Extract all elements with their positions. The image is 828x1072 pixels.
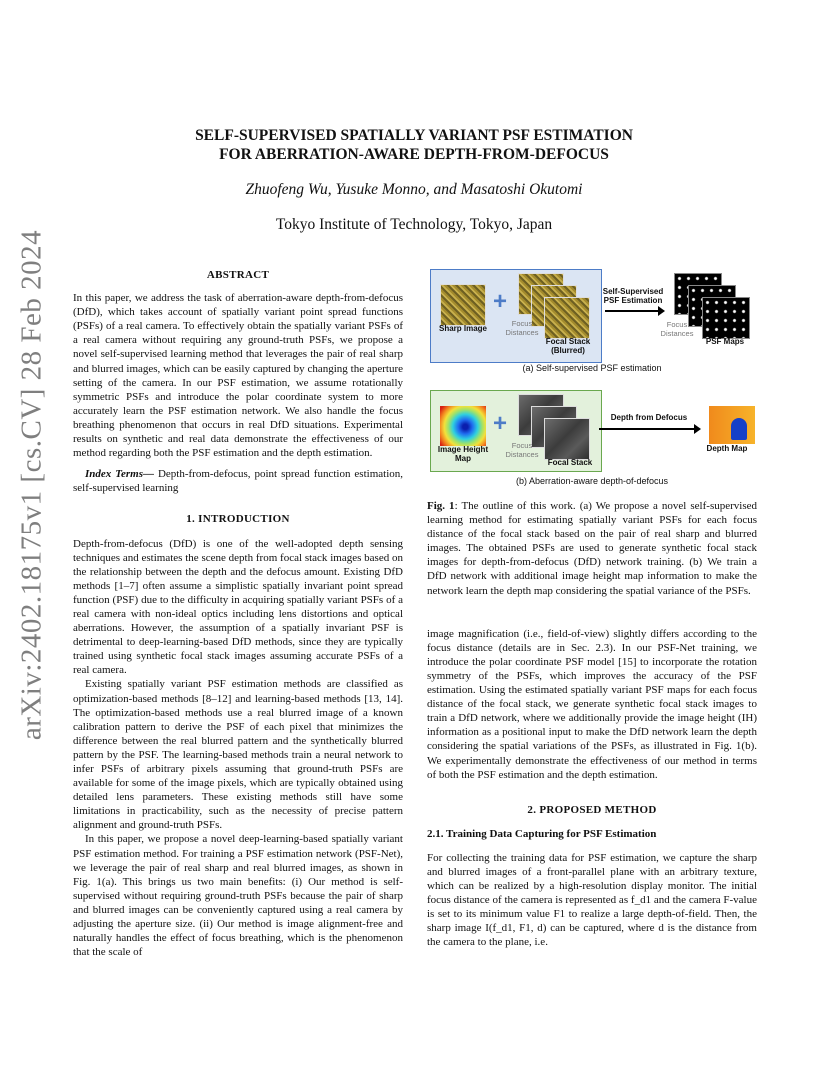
sharp-image-label: Sharp Image (438, 324, 487, 333)
plus-icon-b: + (493, 410, 508, 437)
section1-heading: 1. INTRODUCTION (186, 513, 290, 526)
left-column (73, 268, 403, 959)
figure-1-caption-text: : The outline of this work. (a) We propose a novel self-supervised learning method for estimating spatially variant PSFs for each focus distance of the focal stack based on the pair of real sharp and blurred images. The obtained PSFs are used to generate synthetic focal stack images for depth-from-defocus (DfD) network training. (b) We train a DfD network with additional image height map information to make the network learn the depth map considering the spatial variance of the PSFs. (427, 500, 757, 597)
focus-distances-label-a: Focus Distances (505, 319, 539, 337)
sharp-image (440, 284, 486, 326)
subsection-2-1-heading: 2.1. Training Data Capturing for PSF Estimation (427, 827, 657, 840)
image-height-map (440, 406, 486, 446)
depth-map-label: Depth Map (706, 444, 748, 453)
depth-map (709, 406, 755, 444)
focus-distances-label-a2: Focus Distances (660, 320, 694, 338)
dfd-label: Depth from Defocus (610, 413, 688, 422)
psf-estimation-label: Self-Supervised PSF Estimation (602, 287, 664, 305)
index-terms-text: Depth-from-defocus, point spread function estimation, self-supervised learning (73, 468, 403, 495)
plus-icon-a: + (493, 288, 508, 315)
psf-estimation-arrow (605, 310, 661, 312)
focal-stack-b-layer-3 (544, 418, 590, 460)
subcaption-a: (a) Self-supervised PSF estimation (522, 363, 662, 373)
figure-1-caption (427, 499, 757, 598)
right-paragraph-1: image magnification (i.e., field-of-view) slightly differs according to the focus distance (details are in Sec. 2.3). In our PSF-Net training, we introduce the polar coordinate PSF model [15] to incorporate the rotation symmetry of the PSFs, which improves the accuracy of the PSF estimation. Using the estimated spatially variant PSF maps for each focus distance of the focal stack, we generate synthetic focal stack images to train a DfD network, where we additionally provide the image height (IH) information as a positional input to make the DfD network learn the depth considering the spatial variations of the PSFs, as illustrated in Fig. 1(b). We experimentally demonstrate the effectiveness of our method in terms of both the PSF estimation and the depth estimation. (427, 627, 757, 781)
focus-distances-label-b: Focus Distances (505, 441, 539, 459)
dfd-arrow (599, 428, 697, 430)
focal-stack-layer-3 (544, 297, 590, 339)
figure-1 (427, 266, 757, 496)
intro-paragraph-3: In this paper, we propose a novel deep-learning-based spatially variant PSF estimation method. For training a PSF estimation network (PSF-Net), we leverage the pair of real sharp and real blurred images, as shown in Fig. 1(a). This brings us two main benefits: (i) Our method is self-supervised without requiring ground-truth PSFs because the pair of sharp and blurred images can be conveniently captured using a real camera by adjusting the aperture size. (ii) Our method is image alignment-free and naturally handles the effect of focus breathing, which is the phenomenon that the scale of (73, 833, 403, 959)
title-line-1: SELF-SUPERVISED SPATIALLY VARIANT PSF ESTIMATION (195, 127, 633, 144)
focal-stack-blurred-label: Focal Stack (Blurred) (545, 337, 591, 355)
figure-1-caption-label: Fig. 1 (427, 500, 455, 512)
psf-maps-label: PSF Maps (705, 337, 745, 346)
intro-paragraph-2: Existing spatially variant PSF estimation methods are classified as optimization-based methods [8–12] and learning-based methods [13, 14]. The optimization-based methods use a real blurred image of a known calibration pattern to derive the PSF of each pixel that minimizes the difference between the real blurred pattern and the synthetically blurred pattern by the PSF. The learning-based methods train a neural network to infer PSFs of arbitrary pixels assuming that ground-truth PSFs are available for some of the image pixels, which are typically obtained using detailed lens parameters. These existing methods still have some limitations in practicability, such as the necessity of precise pattern alignment and ground-truth PSFs. (73, 678, 403, 832)
abstract-text: In this paper, we address the task of aberration-aware depth-from-defocus (DfD), which takes account of spatially variant point spread functions (PSFs) of a real camera. To effectively obtain the spatially variant PSFs of a real camera without requiring any ground-truth PSFs, we propose a novel self-supervised learning method that leverages the pair of real sharp and blurred images, which can be easily captured by changing the aperture setting of the camera. In our PSF estimation, we assume rotationally symmetric PSFs and introduce the polar coordinate system to more accurately learn the PSF estimation network. We also handle the focus breathing phenomenon that occurs in real DfD situations. Experimental results on synthetic and real data demonstrate the effectiveness of our method regarding both the PSF estimation and the depth estimation. (73, 292, 403, 460)
intro-paragraph-1: Depth-from-defocus (DfD) is one of the well-adopted depth sensing techniques and estimates the scene depth from focal stack images based on the relationship between the depth and the defocus amount. Existing DfD methods [1–7] often assume a simplistic spatially invariant point spread function (PSF) due to the difficulty in acquiring spatially variant PSFs of a real camera with non-ideal optics including lens distortions and optical aberrations. However, the assumption of a spatially invariant PSF is detrimental to deep-learning-based DfD methods, since they are typically trained using synthetic focal stack images assuming accurate PSFs of a real camera. (73, 537, 403, 677)
focal-stack-label: Focal Stack (547, 458, 593, 467)
abstract-heading: ABSTRACT (206, 269, 270, 281)
arxiv-stamp (12, 229, 52, 741)
psf-map-layer-3 (702, 297, 750, 339)
index-terms (73, 467, 403, 495)
title-line-2: FOR ABERRATION-AWARE DEPTH-FROM-DEFOCUS (219, 146, 609, 163)
subcaption-b: (b) Aberration-aware depth-of-defocus (515, 476, 669, 486)
arxiv-id: arXiv:2402.18175v1 [cs.CV] 28 Feb 2024 (15, 229, 48, 741)
authors: Zhuofeng Wu, Yusuke Monno, and Masatoshi Okutomi (245, 181, 583, 198)
affiliation: Tokyo Institute of Technology, Tokyo, Japan (275, 216, 553, 233)
right-column (427, 499, 757, 950)
index-terms-label: Index Terms— (85, 468, 154, 481)
image-height-label: Image Height Map (437, 445, 489, 463)
right-paragraph-2: For collecting the training data for PSF estimation, we capture the sharp and blurred images of a front-parallel plane with an arbitrary texture, which can be realized by a high-resolution display monitor. The initial focus distance of the camera is represented as f_d1 and the camera F-value is set to its minimum value F1 to realize a large depth-of-field. Then, the sharp image I(f_d1, F1, d) can be captured, where d is the distance from the camera to the plane, i.e. (427, 851, 757, 949)
paper-title (0, 126, 828, 164)
section2-heading: 2. PROPOSED METHOD (527, 803, 657, 816)
